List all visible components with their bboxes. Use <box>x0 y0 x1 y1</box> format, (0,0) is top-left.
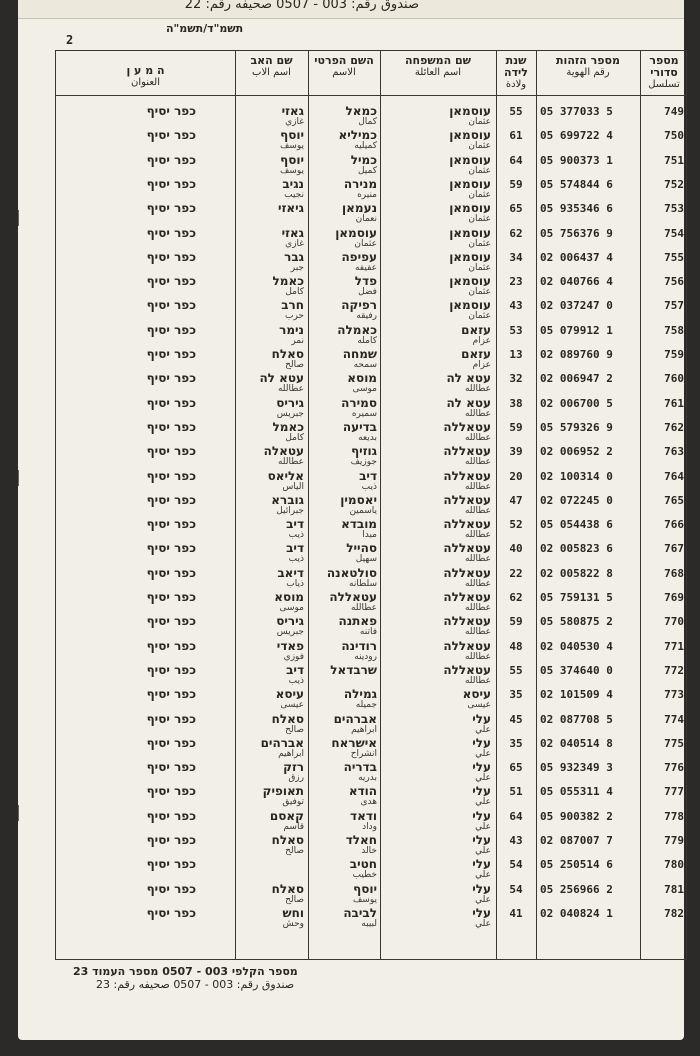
first-name-cell: כמאל كمال <box>345 104 377 127</box>
father-name-cell: גבר جبر <box>284 249 304 273</box>
first-name-cell: גמילה جميله <box>343 687 377 711</box>
serial-cell: 758 <box>664 323 684 337</box>
table-row <box>56 299 688 323</box>
first-name-cell: שרבדאל <box>330 662 377 677</box>
family-name-cell: עלי علي <box>472 905 491 929</box>
table-row <box>56 713 688 737</box>
table-row <box>56 542 688 566</box>
birth-year-cell: 22 <box>509 566 523 580</box>
serial-cell: 781 <box>664 882 684 896</box>
father-name-cell: גאזי غازي <box>281 225 304 249</box>
family-name-cell: עטא לה عطالله <box>446 395 491 419</box>
id-number-cell: 02 087007 7 <box>540 834 613 847</box>
family-name-cell: עלי علي <box>472 857 491 881</box>
first-name-cell: נעמאן نعمان <box>342 201 377 225</box>
address-cell: כפר יסיף <box>146 444 196 459</box>
first-name-cell: לביבה لبيبه <box>343 905 377 929</box>
id-number-cell: 05 079912 1 <box>540 323 613 337</box>
first-name-cell: גוזיף جوزيف <box>350 444 377 468</box>
id-number-cell: 02 005822 8 <box>540 566 613 580</box>
id-number-cell: 02 037247 0 <box>540 299 613 313</box>
first-name-cell: סהייל سهيل <box>346 541 377 565</box>
address-cell: כפר יסיף <box>146 687 196 702</box>
margin-mark <box>18 805 23 821</box>
birth-year-cell: 62 <box>509 226 523 240</box>
id-number-cell: 05 900373 1 <box>540 153 613 167</box>
first-name-cell: יוסף يوسف <box>352 881 377 905</box>
id-number-cell: 05 699722 4 <box>540 129 613 143</box>
father-name-cell: כאמל كامل <box>272 274 304 298</box>
father-name-cell: גיאזי <box>278 201 304 216</box>
address-cell: כפר יסיף <box>146 371 196 386</box>
serial-cell: 763 <box>664 445 684 459</box>
address-cell: כפר יסיף <box>146 833 196 847</box>
family-name-cell: עטאללה عطالله <box>443 517 491 541</box>
header-year: תשמ"ד/תשמ"ה <box>166 22 244 35</box>
table-row <box>56 858 688 882</box>
id-number-cell: 02 040530 4 <box>540 639 613 653</box>
first-name-cell: ודאד وداد <box>350 808 377 832</box>
birth-year-cell: 35 <box>509 688 523 702</box>
family-name-cell: עוסמאן عثمان <box>449 274 491 298</box>
birth-year-cell: 13 <box>509 348 523 361</box>
family-name-cell: עלי علي <box>472 881 491 905</box>
address-cell: כפר יסיף <box>146 662 196 677</box>
family-name-cell: עטאללה عطالله <box>443 662 491 686</box>
address-cell: כפר יסיף <box>146 274 196 289</box>
id-number-cell: 02 005823 6 <box>540 542 613 556</box>
id-number-cell: 05 935346 6 <box>540 202 613 216</box>
address-cell: כפר יסיף <box>146 565 196 580</box>
family-name-cell: עוסמאן عثمان <box>449 298 491 322</box>
page-number: 2 <box>66 33 74 47</box>
id-number-cell: 05 055311 4 <box>540 785 613 799</box>
address-cell: כפר יסיף <box>146 419 196 434</box>
id-number-cell: 05 932349 3 <box>540 761 613 775</box>
birth-year-cell: 64 <box>509 809 523 823</box>
birth-year-cell: 62 <box>509 591 523 604</box>
family-name-cell: עלי علي <box>472 833 491 856</box>
father-name-cell: רזק رزق <box>283 760 304 784</box>
father-name-cell: אליאס الياس <box>267 468 304 492</box>
birth-year-cell: 20 <box>509 469 523 483</box>
id-number-cell: 02 072245 0 <box>540 493 613 507</box>
first-name-cell: בדריה بدريه <box>343 760 377 784</box>
first-name-cell: יאסמין ياسمين <box>340 492 377 516</box>
father-name-cell: גיריס جبريس <box>276 614 304 638</box>
address-cell: כפר יסיף <box>146 760 196 775</box>
id-number-cell: 02 087708 5 <box>540 712 613 726</box>
serial-cell: 760 <box>664 372 684 386</box>
birth-year-cell: 32 <box>509 372 523 386</box>
family-name-cell: עלי علي <box>472 808 491 832</box>
father-name-cell: חרב حرب <box>281 298 304 322</box>
birth-year-cell: 59 <box>509 615 523 629</box>
id-number-cell: 02 040514 8 <box>540 736 613 750</box>
address-cell: כפר יסיף <box>146 857 196 872</box>
serial-cell: 776 <box>664 761 684 775</box>
family-name-cell: עוסמאן عثمان <box>449 152 491 176</box>
family-name-cell: עלי علي <box>472 711 491 735</box>
family-name-cell: עוסמאן عثمان <box>449 201 491 225</box>
first-name-cell: רודינה رودينه <box>341 638 377 662</box>
table-row <box>56 324 688 348</box>
id-number-cell: 02 006700 5 <box>540 396 613 410</box>
address-cell: כפר יסיף <box>146 784 196 799</box>
father-name-cell: מוסא موسى <box>274 590 304 613</box>
serial-cell: 765 <box>664 493 684 507</box>
table-row <box>56 640 688 664</box>
family-name-cell: עזאם عزام <box>461 347 491 370</box>
father-name-cell: דיב ذيب <box>286 662 304 686</box>
column-header-first-name: השם הפרטי الاسم <box>314 54 374 78</box>
address-cell: כפר יסיף <box>146 395 196 410</box>
serial-cell: 774 <box>664 712 684 726</box>
column-header-father-name: שם האב اسم الاب <box>250 54 293 78</box>
father-name-cell: קאסם قاسم <box>269 808 304 832</box>
family-name-cell: עיסא عيسى <box>462 687 491 711</box>
id-number-cell: 05 900382 2 <box>540 809 613 823</box>
address-cell: כפר יסיף <box>146 614 196 629</box>
id-number-cell: 02 101509 4 <box>540 688 613 702</box>
serial-cell: 772 <box>664 663 684 677</box>
table-row <box>56 883 688 907</box>
father-name-cell: כאמל كامل <box>272 419 304 443</box>
birth-year-cell: 55 <box>509 105 523 118</box>
address-cell: כפר יסיף <box>146 905 196 920</box>
table-row <box>56 227 688 251</box>
address-cell: כפר יסיף <box>146 492 196 507</box>
first-name-cell: דיב ذيب <box>359 468 377 492</box>
birth-year-cell: 41 <box>509 906 523 920</box>
birth-year-cell: 35 <box>509 736 523 750</box>
table-row <box>56 737 688 761</box>
table-row <box>56 591 688 615</box>
birth-year-cell: 34 <box>509 250 523 264</box>
birth-year-cell: 54 <box>509 882 523 896</box>
serial-cell: 750 <box>664 129 684 143</box>
table-row <box>56 348 688 372</box>
first-name-cell: עטאללה عطالله <box>329 590 377 613</box>
column-header-id-number: מספר הזהות رقم الهوية <box>556 54 620 78</box>
column-header-family-name: שם המשפחה اسم العائلة <box>404 54 472 78</box>
serial-cell: 773 <box>664 688 684 702</box>
birth-year-cell: 65 <box>509 202 523 216</box>
first-name-cell: הודא هدى <box>348 784 377 808</box>
serial-cell: 751 <box>664 153 684 167</box>
footer-hebrew: מספר הקלפי 003 - 0507 מספר העמוד 23 <box>73 965 298 978</box>
address-cell: כפר יסיף <box>146 881 196 896</box>
family-name-cell: עטאללה عطالله <box>443 614 491 638</box>
serial-cell: 769 <box>664 591 684 604</box>
serial-cell: 755 <box>664 250 684 264</box>
id-number-cell: 02 089760 9 <box>540 348 613 361</box>
address-cell: כפר יסיף <box>146 104 196 118</box>
address-cell: כפר יסיף <box>146 541 196 556</box>
father-name-cell: סאלח صالح <box>271 711 304 735</box>
father-name-cell: גוברא جبرائيل <box>271 492 304 516</box>
family-name-cell: עוסמאן عثمان <box>449 128 491 152</box>
table-row <box>56 810 688 834</box>
address-cell: כפר יסיף <box>146 590 196 604</box>
family-name-cell: עוסמאן عثمان <box>449 249 491 273</box>
first-name-cell: כמיליא كميليه <box>338 128 377 152</box>
family-name-cell: עטאללה عطالله <box>443 590 491 613</box>
margin-mark <box>18 470 23 486</box>
table-row <box>56 251 688 275</box>
first-name-cell: חאלד خالد <box>345 833 377 856</box>
address-cell: כפר יסיף <box>146 225 196 240</box>
birth-year-cell: 47 <box>509 493 523 507</box>
address-cell: כפר יסיף <box>146 711 196 726</box>
first-name-cell: פאתנה فاتنه <box>338 614 377 638</box>
serial-cell: 767 <box>664 542 684 556</box>
father-name-cell: דיב ذيب <box>286 541 304 565</box>
previous-page-strip <box>18 0 684 19</box>
address-cell: כפר יסיף <box>146 468 196 483</box>
table-row <box>56 275 688 299</box>
table-row <box>56 664 688 688</box>
father-name-cell: יוסף يوسف <box>279 152 304 176</box>
serial-cell: 761 <box>664 396 684 410</box>
birth-year-cell: 54 <box>509 858 523 872</box>
serial-cell: 782 <box>664 906 684 920</box>
father-name-cell: וחש وحش <box>282 905 304 929</box>
first-name-cell: כמיל كميل <box>350 152 377 176</box>
birth-year-cell: 40 <box>509 542 523 556</box>
address-cell: כפר יסיף <box>146 176 196 191</box>
table-row <box>56 615 688 639</box>
address-cell: כפר יסיף <box>146 128 196 143</box>
birth-year-cell: 43 <box>509 834 523 847</box>
id-number-cell: 05 377033 5 <box>540 105 613 118</box>
table-row <box>56 154 688 178</box>
family-name-cell: עוסמאן عثمان <box>449 104 491 127</box>
family-name-cell: עטאללה عطالله <box>443 419 491 443</box>
id-number-cell: 05 374640 0 <box>540 663 613 677</box>
id-number-cell: 02 006947 2 <box>540 372 613 386</box>
address-cell: כפר יסיף <box>146 152 196 167</box>
serial-cell: 754 <box>664 226 684 240</box>
family-name-cell: עטאללה عطالله <box>443 492 491 516</box>
father-name-cell: גאזי غازي <box>281 104 304 127</box>
first-name-cell: מנירה منيره <box>343 176 377 200</box>
serial-cell: 762 <box>664 420 684 434</box>
table-row <box>56 785 688 809</box>
family-name-cell: עטאללה عطالله <box>443 638 491 662</box>
first-name-cell: רפיקה رفيقه <box>341 298 377 322</box>
footer-arabic: صندوق رقم: 003 - 0507 صحيفه رقم: 23 <box>96 978 295 991</box>
id-number-cell: 02 040766 4 <box>540 275 613 289</box>
family-name-cell: עוסמאן عثمان <box>449 176 491 200</box>
family-name-cell: עלי علي <box>472 760 491 784</box>
address-cell: כפר יסיף <box>146 638 196 653</box>
id-number-cell: 02 100314 0 <box>540 469 613 483</box>
father-name-cell: תאופיק توفيق <box>262 784 304 808</box>
table-row <box>56 761 688 785</box>
first-name-cell: מוסא موسى <box>347 371 377 395</box>
table-row <box>56 372 688 396</box>
id-number-cell: 05 580875 2 <box>540 615 613 629</box>
serial-cell: 768 <box>664 566 684 580</box>
serial-cell: 766 <box>664 518 684 532</box>
table-row <box>56 834 688 858</box>
birth-year-cell: 43 <box>509 299 523 313</box>
family-name-cell: עלי علي <box>472 735 491 759</box>
father-name-cell: אברהים ابراهيم <box>260 735 304 759</box>
birth-year-cell: 59 <box>509 177 523 191</box>
serial-cell: 756 <box>664 275 684 289</box>
serial-cell: 778 <box>664 809 684 823</box>
father-name-cell: עטאלה عطالله <box>263 444 304 468</box>
id-number-cell: 05 256966 2 <box>540 882 613 896</box>
father-name-cell: דיאב ذياب <box>277 565 304 589</box>
address-cell: כפר יסיף <box>146 201 196 216</box>
id-number-cell: 05 579326 9 <box>540 420 613 434</box>
address-cell: כפר יסיף <box>146 517 196 532</box>
father-name-cell: נימר نمر <box>279 322 304 346</box>
register-table <box>55 50 687 960</box>
table-row <box>56 494 688 518</box>
serial-cell: 779 <box>664 834 684 847</box>
birth-year-cell: 38 <box>509 396 523 410</box>
birth-year-cell: 55 <box>509 663 523 677</box>
birth-year-cell: 59 <box>509 420 523 434</box>
id-number-cell: 05 250514 6 <box>540 858 613 872</box>
father-name-cell: נגיב نجيب <box>282 176 304 200</box>
id-number-cell: 05 054438 6 <box>540 518 613 532</box>
table-row <box>56 129 688 153</box>
father-name-cell: סאלח صالح <box>271 881 304 905</box>
serial-cell: 775 <box>664 736 684 750</box>
first-name-cell: אברהים ابراهيم <box>333 711 377 735</box>
table-row <box>56 907 688 931</box>
birth-year-cell: 52 <box>509 518 523 532</box>
serial-cell: 759 <box>664 348 684 361</box>
first-name-cell: עפיפה عفيفه <box>341 249 377 273</box>
birth-year-cell: 39 <box>509 445 523 459</box>
address-cell: כפר יסיף <box>146 322 196 337</box>
table-row <box>56 421 688 445</box>
id-number-cell: 05 574844 6 <box>540 177 613 191</box>
first-name-cell: שמחה سمحه <box>342 347 377 370</box>
serial-cell: 771 <box>664 639 684 653</box>
first-name-cell: סמירה سميره <box>341 395 377 419</box>
address-cell: כפר יסיף <box>146 249 196 264</box>
document-page <box>18 0 684 1040</box>
first-name-cell: בדיעה بديعه <box>342 419 377 443</box>
family-name-cell: עוסמאן عثمان <box>449 225 491 249</box>
serial-cell: 752 <box>664 177 684 191</box>
serial-cell: 749 <box>664 105 684 118</box>
birth-year-cell: 64 <box>509 153 523 167</box>
table-row <box>56 202 688 226</box>
birth-year-cell: 61 <box>509 129 523 143</box>
table-row <box>56 688 688 712</box>
serial-cell: 757 <box>664 299 684 313</box>
father-name-cell: פאדי فوزي <box>276 638 304 662</box>
birth-year-cell: 23 <box>509 275 523 289</box>
birth-year-cell: 48 <box>509 639 523 653</box>
table-row <box>56 518 688 542</box>
table-row <box>56 105 688 129</box>
birth-year-cell: 45 <box>509 712 523 726</box>
serial-cell: 764 <box>664 469 684 483</box>
table-row <box>56 445 688 469</box>
father-name-cell: עטא לה عطالله <box>259 371 304 395</box>
serial-cell: 770 <box>664 615 684 629</box>
family-name-cell: עלי علي <box>472 784 491 808</box>
address-cell: כפר יסיף <box>146 347 196 361</box>
birth-year-cell: 51 <box>509 785 523 799</box>
father-name-cell: גיריס جبريس <box>276 395 304 419</box>
address-cell: כפר יסיף <box>146 735 196 750</box>
father-name-cell: דיב ذيب <box>286 517 304 541</box>
first-name-cell: עוסמאן عثمان <box>335 225 377 249</box>
birth-year-cell: 65 <box>509 761 523 775</box>
column-header-serial: מספר סדורי تسلسل <box>648 54 680 90</box>
column-header-address: ה מ ע ן العنوان <box>126 64 165 88</box>
first-name-cell: כאמלה كامله <box>337 322 377 346</box>
id-number-cell: 05 759131 5 <box>540 591 613 604</box>
table-row <box>56 397 688 421</box>
column-header-birth-year: שנת לידה ولادة <box>504 54 528 90</box>
family-name-cell: עטא לה عطالله <box>446 371 491 395</box>
first-name-cell: פדל فضل <box>354 274 377 298</box>
table-row <box>56 178 688 202</box>
first-name-cell: אישראח انشراح <box>331 735 377 759</box>
first-name-cell: חטיב خطيب <box>349 857 377 881</box>
serial-cell: 780 <box>664 858 684 872</box>
id-number-cell: 02 040824 1 <box>540 906 613 920</box>
address-cell: כפר יסיף <box>146 298 196 313</box>
family-name-cell: עטאללה عطالله <box>443 565 491 589</box>
family-name-cell: עטאללה عطالله <box>443 541 491 565</box>
margin-mark <box>18 210 23 226</box>
family-name-cell: עטאללה عطالله <box>443 468 491 492</box>
first-name-cell: סולטאנה سلطانه <box>326 565 377 589</box>
id-number-cell: 05 756376 9 <box>540 226 613 240</box>
id-number-cell: 02 006952 2 <box>540 445 613 459</box>
first-name-cell: מובדא مبدا <box>341 517 377 541</box>
id-number-cell: 02 006437 4 <box>540 250 613 264</box>
father-name-cell: סאלח صالح <box>271 347 304 370</box>
serial-cell: 753 <box>664 202 684 216</box>
serial-cell: 777 <box>664 785 684 799</box>
table-row <box>56 470 688 494</box>
father-name-cell: סאלח صالح <box>271 833 304 856</box>
address-cell: כפר יסיף <box>146 808 196 823</box>
family-name-cell: עזאם عزام <box>461 322 491 346</box>
table-row <box>56 567 688 591</box>
family-name-cell: עטאללה عطالله <box>443 444 491 468</box>
birth-year-cell: 53 <box>509 323 523 337</box>
father-name-cell: עיסא عيسى <box>275 687 304 711</box>
top-strip-text: صندوق رقم: 003 - 0507 صحيفه رقم: 22 <box>184 0 419 12</box>
father-name-cell: יוסף يوسف <box>279 128 304 152</box>
